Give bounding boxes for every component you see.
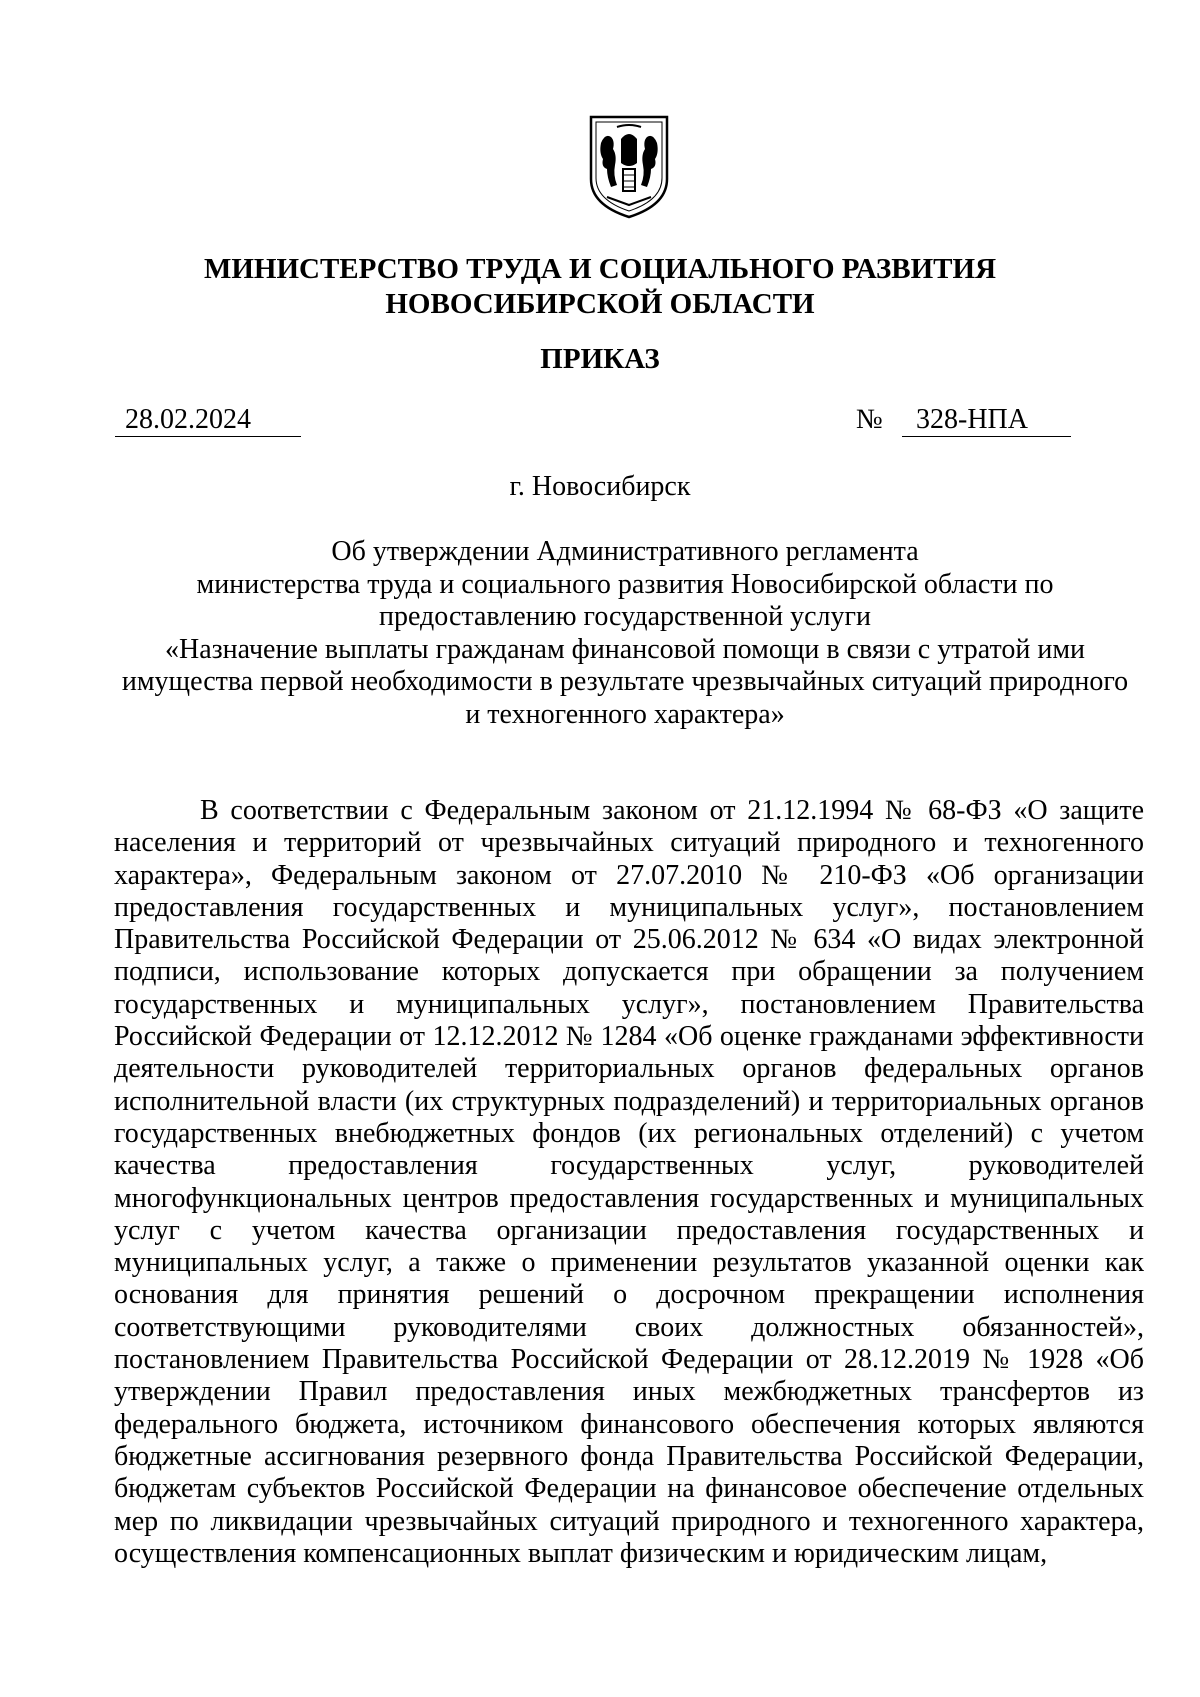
subject-line: предоставлению государственной услуги [379, 601, 871, 632]
number-sign: № [856, 404, 883, 435]
coat-of-arms-icon [587, 113, 671, 221]
ministry-title-line2: НОВОСИБИРСКОЙ ОБЛАСТИ [385, 288, 815, 320]
subject-line: Об утверждении Административного регламента [331, 536, 919, 567]
document-date: 28.02.2024 [115, 403, 301, 437]
ministry-title-line1: МИНИСТЕРСТВО ТРУДА И СОЦИАЛЬНОГО РАЗВИТИЯ [203, 253, 997, 285]
document-subject [110, 536, 1140, 731]
body-paragraph: В соответствии с Федеральным законом от 21.12.1994 № 68-ФЗ «О защите населения и территорий от чрезвычайных ситуаций природного и техногенного характера», Федеральным законом от 27.07.2010 № 210-ФЗ «Об организации предоставления государственных и муниципальных услуг», постановлением Правительства Российской Федерации от 25.06.2012 № 634 «О видах электронной подписи, использование которых допускается при обращении за получением государственных и муниципальных услуг», постановлением Правительства Российской Федерации от 12.12.2012 № 1284 «Об оценке гражданами эффективности деятельности руководителей территориальных органов федеральных органов исполнительной власти (их структурных подразделений) и территориальных органов государственных внебюджетных фондов (их региональных отделений) с учетом качества предоставления государственных услуг, руководителей многофункциональных центров предоставления государственных и муниципальных услуг с учетом качества организации предоставления государственных и муниципальных услуг, а также о применении результатов указанной оценки как основания для принятия решений о досрочном прекращении исполнения соответствующими руководителями своих должностных обязанностей», постановлением Правительства Российской Федерации от 28.12.2019 № 1928 «Об утверждении Правил предоставления иных межбюджетных трансфертов из федерального бюджета, источником финансового обеспечения которых являются бюджетные ассигнования резервного фонда Правительства Российской Федерации, бюджетам субъектов Российской Федерации на финансовое обеспечение отдельных мер по ликвидации чрезвычайных ситуаций природного и техногенного характера, осуществления компенсационных выплат физическим и юридическим лицам, [114, 795, 1144, 1569]
document-number: 328-НПА [902, 403, 1071, 437]
subject-line: и техногенного характера» [465, 698, 785, 730]
document-city: г. Новосибирск [509, 471, 691, 502]
document-type: ПРИКАЗ [540, 343, 660, 375]
subject-line: министерства труда и социального развития Новосибирской области по [196, 568, 1054, 600]
subject-line: имущества первой необходимости в результате чрезвычайных ситуаций природного [121, 666, 1129, 697]
subject-line: «Назначение выплаты гражданам финансовой помощи в связи с утратой ими [164, 633, 1086, 665]
